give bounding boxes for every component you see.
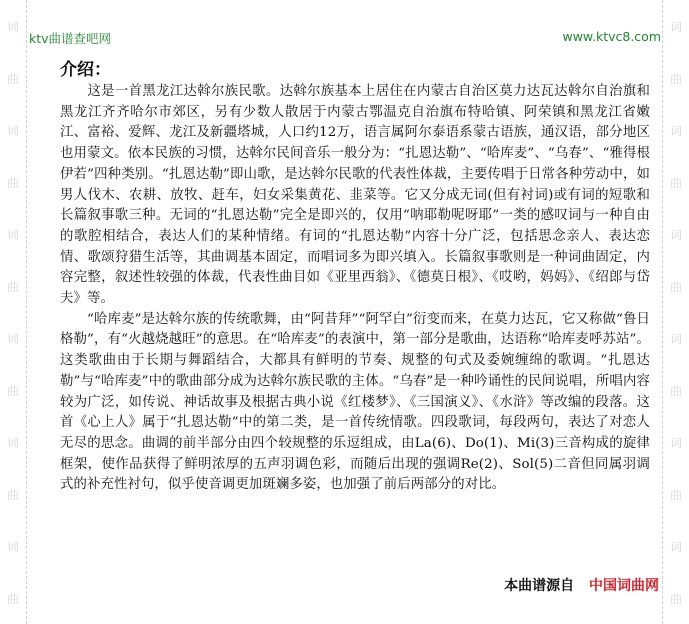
watermark-char: 词 — [669, 539, 682, 554]
watermark-char: 曲 — [669, 383, 682, 398]
watermark-char: 词 — [6, 19, 19, 34]
watermark-char: 词 — [6, 539, 19, 554]
source-label: 本曲谱源自 — [504, 578, 575, 594]
watermark-char: 曲 — [6, 591, 19, 606]
watermark-char: 曲 — [6, 487, 19, 502]
watermark-char: 词 — [6, 435, 19, 450]
article-body — [60, 58, 650, 496]
site-url-header[interactable]: www.ktvc8.com — [562, 29, 661, 44]
right-watermark-strip — [662, 0, 689, 624]
watermark-char: 曲 — [6, 175, 19, 190]
watermark-char: 曲 — [669, 487, 682, 502]
watermark-char: 词 — [669, 435, 682, 450]
watermark-char: 曲 — [6, 279, 19, 294]
watermark-char: 词 — [669, 123, 682, 138]
article-paragraph: 这是一首黑龙江达斡尔族民歌。达斡尔族基本上居住在内蒙古自治区莫力达瓦达斡尔自治旗和黑龙江齐齐哈尔市郊区，另有少数人散居于内蒙古鄂温克自治旗布特哈镇、阿荣镇和黑龙江省嫩江、富裕、爱辉、龙江及新疆塔城，人口约12万，语言属阿尔泰语系蒙古语族，通汉语，部分地区也用蒙文。依本民族的习惯，达斡尔民间音乐一般分为：“扎恩达勒”、“哈库麦”、“乌春”、“雅得根伊若”四种类别。“扎恩达勒”即山歌，是达斡尔民歌的代表性体裁，主要传唱于日常各种劳动中，如男人伐木、农耕、放牧、赶车，妇女采集黄花、韭菜等。它又分成无词(但有衬词)或有词的短歌和长篇叙事歌三种。无词的“扎恩达勒”完全是即兴的，仅用“呐耶勒呢呀耶”一类的感叹词与一种自由的歌腔相结合，表达人们的某种情绪。有词的“扎恩达勒”内容十分广泛，包括思念亲人、表达恋情、歌颂狩猎生活等，其曲调基本固定，而唱词多为即兴填入。长篇叙事歌则是一种词曲固定，内容完整，叙述性较强的体裁，代表性曲目如《亚里西翁》、《德莫日根》、《哎哟，妈妈》、《绍郎与岱夫》等。 — [60, 84, 650, 307]
watermark-char: 曲 — [6, 71, 19, 86]
left-watermark-strip — [0, 0, 27, 624]
intro-title: 介绍： — [60, 60, 111, 80]
watermark-char: 曲 — [669, 175, 682, 190]
watermark-char: 词 — [6, 331, 19, 346]
source-footer — [504, 575, 659, 595]
watermark-char: 词 — [669, 19, 682, 34]
watermark-char: 词 — [6, 227, 19, 242]
watermark-char: 词 — [6, 123, 19, 138]
watermark-char: 曲 — [6, 383, 19, 398]
watermark-char: 曲 — [669, 591, 682, 606]
watermark-char: 曲 — [669, 279, 682, 294]
source-site-link[interactable]: 中国词曲网 — [589, 578, 659, 594]
article-paragraph: “哈库麦”是达斡尔族的传统歌舞，由“阿昔拜”“阿罕白”衍变而来，在莫力达瓦，它又称做“鲁日格勒”，有“火越烧越旺”的意思。在“哈库麦”的表演中，第一部分是歌曲，达语称“哈库麦呼苏站”。这类歌曲由于长期与舞蹈结合，大都具有鲜明的节奏、规整的句式及委婉缠绵的歌调。“扎恩达勒”与“哈库麦”中的歌曲部分成为达斡尔族民歌的主体。“乌春”是一种吟诵性的民间说唱，所唱内容较为广泛，如传说、神话故事及根据古典小说《红楼梦》、《三国演义》、《水浒》等改编的段落。这首《心上人》属于“扎恩达勒”中的第二类，是一首传统情歌。四段歌词，每段两句，表达了对恋人无尽的思念。曲调的前半部分由四个较规整的乐逗组成，由La(6)、Do(1)、Mi(3)三音构成的旋律框架，使作品获得了鲜明浓厚的五声羽调色彩，而随后出现的强调Re(2)、Sol(5)二音但同属羽调式的补充性衬句，似乎使音调更加斑斓多姿，也加强了前后两部分的对比。 — [60, 311, 650, 493]
site-name-header: ktv曲谱查吧网 — [29, 31, 112, 46]
watermark-char: 词 — [669, 331, 682, 346]
watermark-char: 曲 — [669, 71, 682, 86]
watermark-char: 词 — [669, 227, 682, 242]
